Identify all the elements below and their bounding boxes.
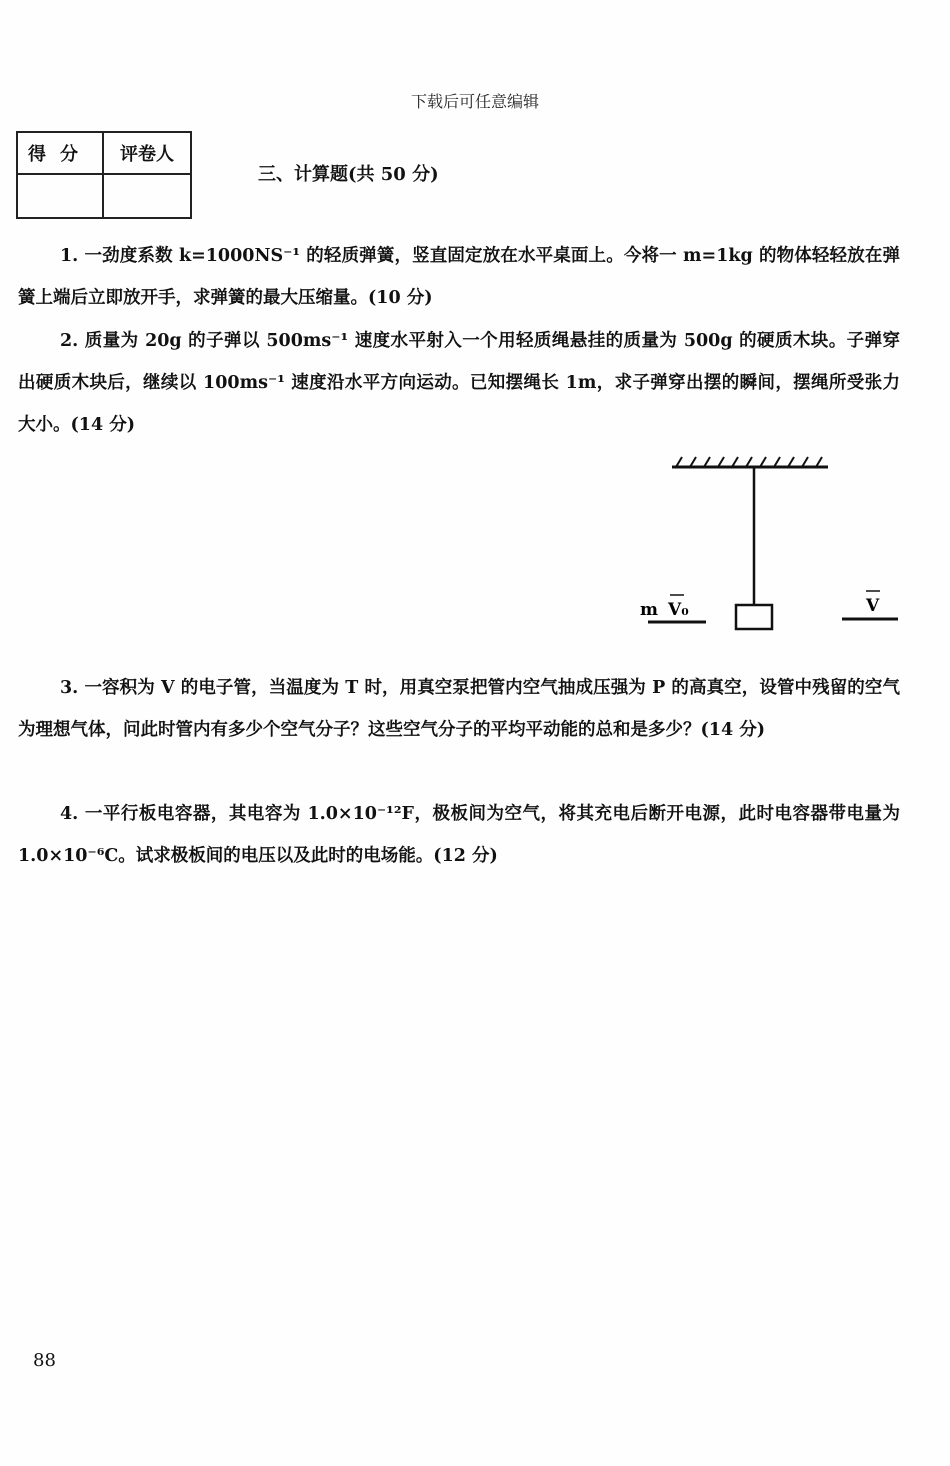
wooden-block xyxy=(736,605,772,629)
bullet-mass-label: m xyxy=(640,600,658,620)
page-number: 88 xyxy=(33,1350,56,1371)
question-1: 1. 一劲度系数 k=1000NS⁻¹ 的轻质弹簧，竖直固定放在水平桌面上。今将一 m=1kg 的物体轻轻放在弹簧上端后立即放开手，求弹簧的最大压缩量。(10 分) xyxy=(18,246,900,308)
final-velocity-label: V xyxy=(866,596,880,616)
pendulum-diagram xyxy=(630,445,920,640)
section-title: 三、计算题(共 50 分) xyxy=(258,164,439,185)
grader-label: 评卷人 xyxy=(103,132,191,174)
question-2: 2. 质量为 20g 的子弹以 500ms⁻¹ 速度水平射入一个用轻质绳悬挂的质量为 500g 的硬质木块。子弹穿出硬质木块后，继续以 100ms⁻¹ 速度沿水平方向运动。已知摆绳长 1m，求子弹穿出摆的瞬间，摆绳所受张力大小。(14 分) xyxy=(18,331,900,435)
score-label: 得分 xyxy=(17,132,103,174)
score-cell xyxy=(17,174,103,218)
watermark-text: 下载后可任意编辑 xyxy=(410,92,539,111)
score-table xyxy=(16,131,192,219)
grader-cell xyxy=(103,174,191,218)
question-4: 4. 一平行板电容器，其电容为 1.0×10⁻¹²F，极板间为空气，将其充电后断开电源，此时电容器带电量为 1.0×10⁻⁶C。试求极板间的电压以及此时的电场能。(12 分) xyxy=(18,804,900,866)
initial-velocity-label: V₀ xyxy=(668,600,689,620)
question-3: 3. 一容积为 V 的电子管，当温度为 T 时，用真空泵把管内空气抽成压强为 P 的高真空，设管中残留的空气为理想气体，问此时管内有多少个空气分子？这些空气分子的平均平动能的总和是多少？(14 分) xyxy=(18,678,900,740)
